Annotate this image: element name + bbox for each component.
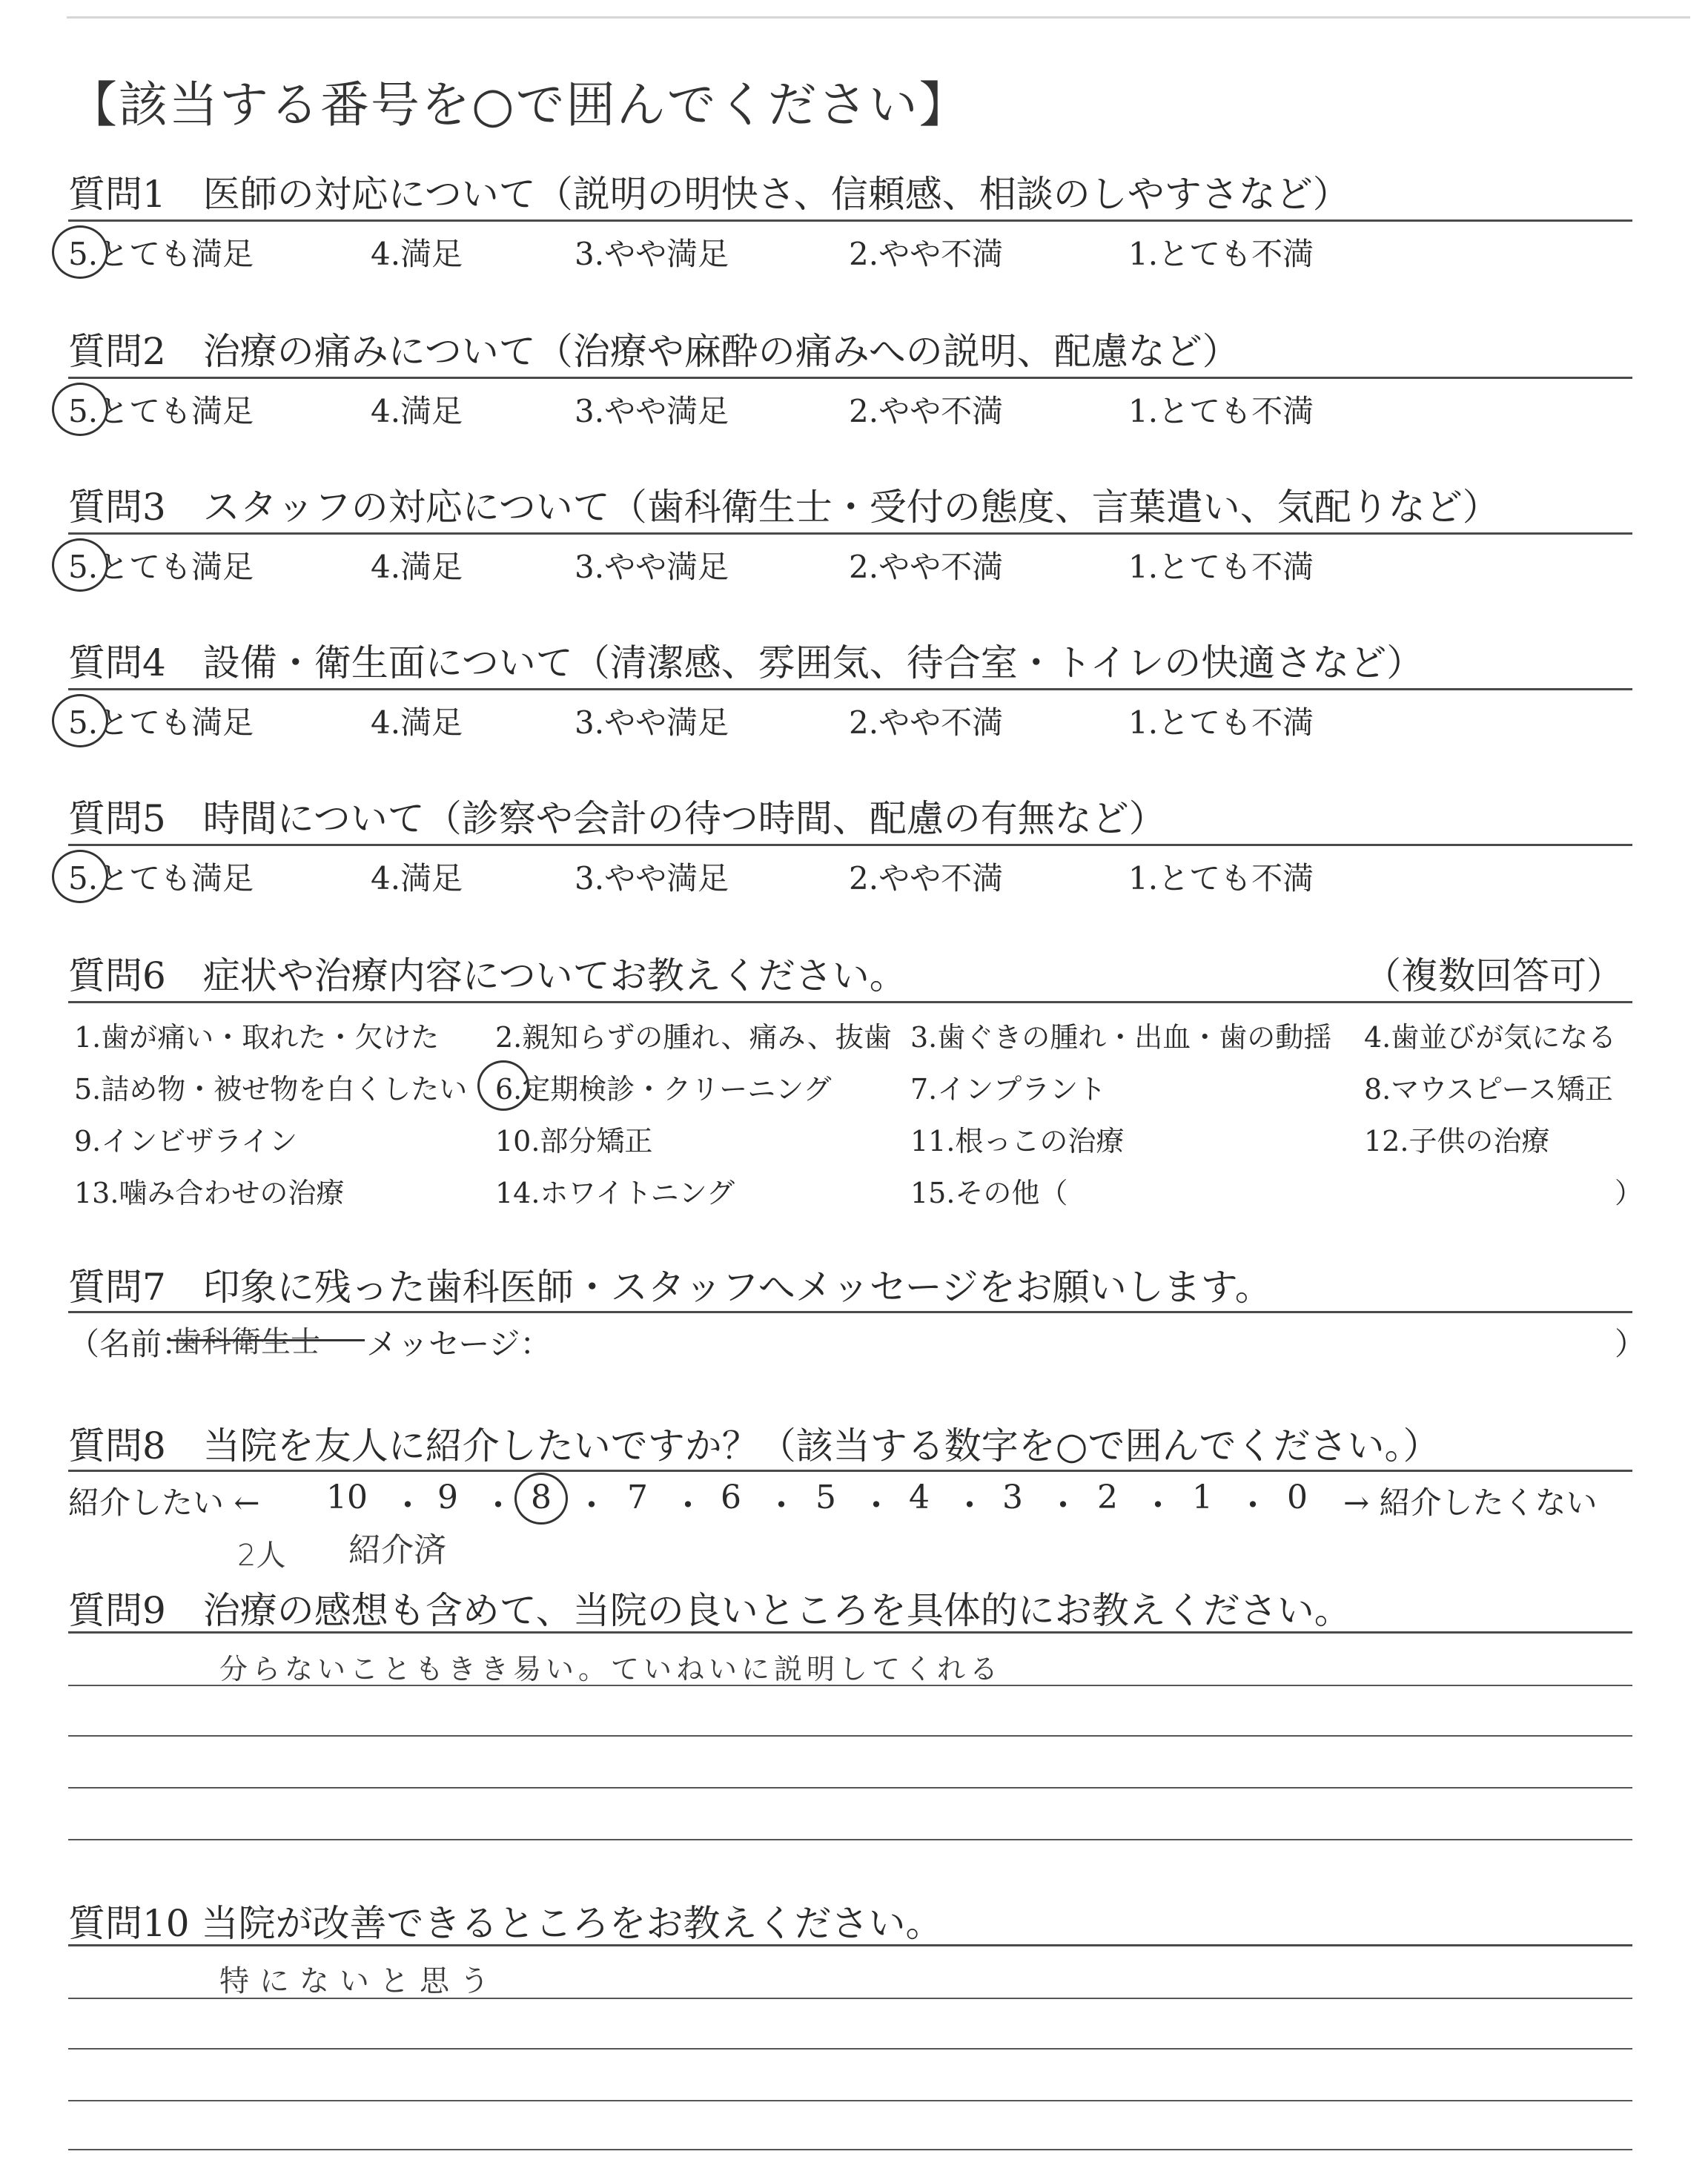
q9-title: 質問9 治療の感想も含めて、当院の良いところを具体的にお教えください。 [68, 1589, 1351, 1632]
q4-option-4[interactable]: 4.満足 [371, 704, 463, 741]
q10-answer-line [68, 2048, 1632, 2050]
q6-rule [68, 1001, 1632, 1003]
top-border [67, 16, 1690, 19]
q8-right-label: → 紹介したくない [1343, 1484, 1598, 1521]
q8-scale-8[interactable]: 8 [531, 1479, 552, 1516]
q8-separator: ・ [391, 1487, 424, 1525]
q1-option-2[interactable]: 2.やや不満 [849, 236, 1004, 272]
q2-option-2[interactable]: 2.やや不満 [849, 393, 1004, 429]
q6-item-6[interactable]: 6.定期検診・クリーニング [495, 1073, 832, 1106]
q2-option-4[interactable]: 4.満足 [371, 393, 463, 429]
q8-handwritten-note-1: 2人 [237, 1539, 286, 1573]
q6-item-3[interactable]: 3.歯ぐきの腫れ・出血・歯の動揺 [910, 1021, 1332, 1054]
q6-item-5[interactable]: 5.詰め物・被せ物を白くしたい [74, 1073, 468, 1106]
q7-title: 質問7 印象に残った歯科医師・スタッフへメッセージをお願いします。 [68, 1266, 1272, 1309]
q1-option-4[interactable]: 4.満足 [371, 236, 463, 272]
q7-close-paren: ） [1615, 1326, 1646, 1362]
q7-rule [68, 1311, 1632, 1313]
q5-rule [68, 844, 1632, 846]
q3-option-2[interactable]: 2.やや不満 [849, 549, 1004, 585]
q8-separator: ・ [1142, 1487, 1174, 1525]
q8-scale-5[interactable]: 5 [815, 1479, 836, 1516]
q5-option-1[interactable]: 1.とても不満 [1128, 860, 1314, 896]
q2-rule [68, 377, 1632, 379]
q8-separator: ・ [575, 1487, 608, 1525]
q4-option-2[interactable]: 2.やや不満 [849, 704, 1004, 741]
q10-answer-line [68, 1998, 1632, 1999]
q2-option-1[interactable]: 1.とても不満 [1128, 393, 1314, 429]
q5-option-3[interactable]: 3.やや満足 [575, 860, 729, 896]
q3-rule [68, 532, 1632, 535]
q10-rule [68, 1944, 1632, 1946]
q1-title: 質問1 医師の対応について（説明の明快さ、信頼感、相談のしやすさなど） [68, 173, 1350, 216]
q5-option-2[interactable]: 2.やや不満 [849, 860, 1004, 896]
q3-option-4[interactable]: 4.満足 [371, 549, 463, 585]
q6-item-11[interactable]: 11.根っこの治療 [910, 1125, 1125, 1157]
q8-separator: ・ [765, 1487, 798, 1525]
q1-rule [68, 219, 1632, 222]
q8-separator: ・ [672, 1487, 704, 1525]
q9-answer-line [68, 1787, 1632, 1789]
q1-option-1[interactable]: 1.とても不満 [1128, 236, 1314, 272]
q10-handwritten-answer[interactable]: 特にないと思う [219, 1964, 500, 1998]
q4-option-3[interactable]: 3.やや満足 [575, 704, 729, 741]
q6-item-14[interactable]: 14.ホワイトニング [495, 1177, 735, 1209]
q8-scale-2[interactable]: 2 [1097, 1479, 1118, 1516]
q1-option-5[interactable]: 5.とても満足 [68, 236, 254, 272]
q8-scale-0[interactable]: 0 [1287, 1479, 1308, 1516]
q8-left-label: 紹介したい ← [68, 1484, 260, 1521]
q6-item-4[interactable]: 4.歯並びが気になる [1364, 1021, 1617, 1054]
q9-answer-line [68, 1685, 1632, 1686]
q7-name-label: （名前： [68, 1326, 193, 1362]
q6-selection-circle [477, 1060, 529, 1111]
q8-scale-10[interactable]: 10 [326, 1479, 368, 1516]
q8-scale-4[interactable]: 4 [909, 1479, 930, 1516]
q4-option-5[interactable]: 5.とても満足 [68, 704, 254, 741]
q7-name-handwritten[interactable]: 歯科衛生士 [172, 1325, 320, 1359]
q2-option-5[interactable]: 5.とても満足 [68, 393, 254, 429]
q8-scale-9[interactable]: 9 [437, 1479, 458, 1516]
q8-separator: ・ [1237, 1487, 1269, 1525]
q6-multiple-note: （複数回答可） [1364, 954, 1623, 997]
q6-item-12[interactable]: 12.子供の治療 [1364, 1125, 1550, 1157]
q8-scale-3[interactable]: 3 [1002, 1479, 1023, 1516]
q8-separator: ・ [860, 1487, 893, 1525]
q6-item-10[interactable]: 10.部分矯正 [495, 1125, 653, 1157]
q5-option-5[interactable]: 5.とても満足 [68, 860, 254, 896]
q6-item-8[interactable]: 8.マウスピース矯正 [1364, 1073, 1613, 1106]
q8-separator: ・ [953, 1487, 986, 1525]
q6-other-close-paren: ） [1615, 1177, 1644, 1209]
q5-option-4[interactable]: 4.満足 [371, 860, 463, 896]
q3-title: 質問3 スタッフの対応について（歯科衛生士・受付の態度、言葉遣い、気配りなど） [68, 486, 1500, 529]
q8-separator: ・ [1047, 1487, 1079, 1525]
q7-message-label: メッセージ： [366, 1326, 552, 1362]
q5-selection-circle [52, 850, 108, 903]
q6-title: 質問6 症状や治療内容についてお教えください。 [68, 954, 907, 997]
q1-selection-circle [52, 225, 108, 279]
q2-title: 質問2 治療の痛みについて（治療や麻酔の痛みへの説明、配慮など） [68, 330, 1239, 373]
q3-option-5[interactable]: 5.とても満足 [68, 549, 254, 585]
q9-answer-line [68, 1735, 1632, 1737]
q2-option-3[interactable]: 3.やや満足 [575, 393, 729, 429]
q8-scale-1[interactable]: 1 [1192, 1479, 1213, 1516]
q3-option-3[interactable]: 3.やや満足 [575, 549, 729, 585]
q6-item-2[interactable]: 2.親知らずの腫れ、痛み、抜歯 [495, 1021, 892, 1054]
q6-item-9[interactable]: 9.インビザライン [74, 1125, 298, 1157]
q6-item-1[interactable]: 1.歯が痛い・取れた・欠けた [74, 1021, 440, 1054]
q9-answer-line [68, 1839, 1632, 1840]
q8-scale-6[interactable]: 6 [721, 1479, 741, 1516]
q5-title: 質問5 時間について（診察や会計の待つ時間、配慮の有無など） [68, 797, 1166, 840]
q10-title: 質問10 当院が改善できるところをお教えください。 [68, 1902, 943, 1945]
q4-option-1[interactable]: 1.とても不満 [1128, 704, 1314, 741]
instruction-title: 【該当する番号を○で囲んでください】 [68, 76, 970, 133]
q8-title: 質問8 当院を友人に紹介したいですか？（該当する数字を○で囲んでください。） [68, 1424, 1440, 1467]
q6-item-15[interactable]: 15.その他（ [910, 1177, 1068, 1209]
q4-title: 質問4 設備・衛生面について（清潔感、雰囲気、待合室・トイレの快適さなど） [68, 641, 1424, 684]
q9-rule [68, 1631, 1632, 1634]
q6-item-7[interactable]: 7.インプラント [910, 1073, 1107, 1106]
q2-selection-circle [52, 383, 108, 436]
q6-item-13[interactable]: 13.噛み合わせの治療 [74, 1177, 345, 1209]
q3-selection-circle [52, 538, 108, 592]
q8-rule [68, 1470, 1632, 1472]
q8-scale-7[interactable]: 7 [627, 1479, 648, 1516]
q4-selection-circle [52, 694, 108, 747]
q10-answer-line [68, 2100, 1632, 2101]
q10-answer-line [68, 2149, 1632, 2150]
q9-handwritten-answer[interactable]: 分らないこともきき易い。ていねいに説明してくれる [219, 1653, 1003, 1685]
q8-handwritten-note-2: 紹介済 [348, 1531, 446, 1569]
q8-selection-circle [514, 1473, 568, 1525]
q7-name-strikethrough [169, 1339, 365, 1341]
q4-rule [68, 688, 1632, 690]
q1-option-3[interactable]: 3.やや満足 [575, 236, 729, 272]
q3-option-1[interactable]: 1.とても不満 [1128, 549, 1314, 585]
q8-separator: ・ [482, 1487, 514, 1525]
